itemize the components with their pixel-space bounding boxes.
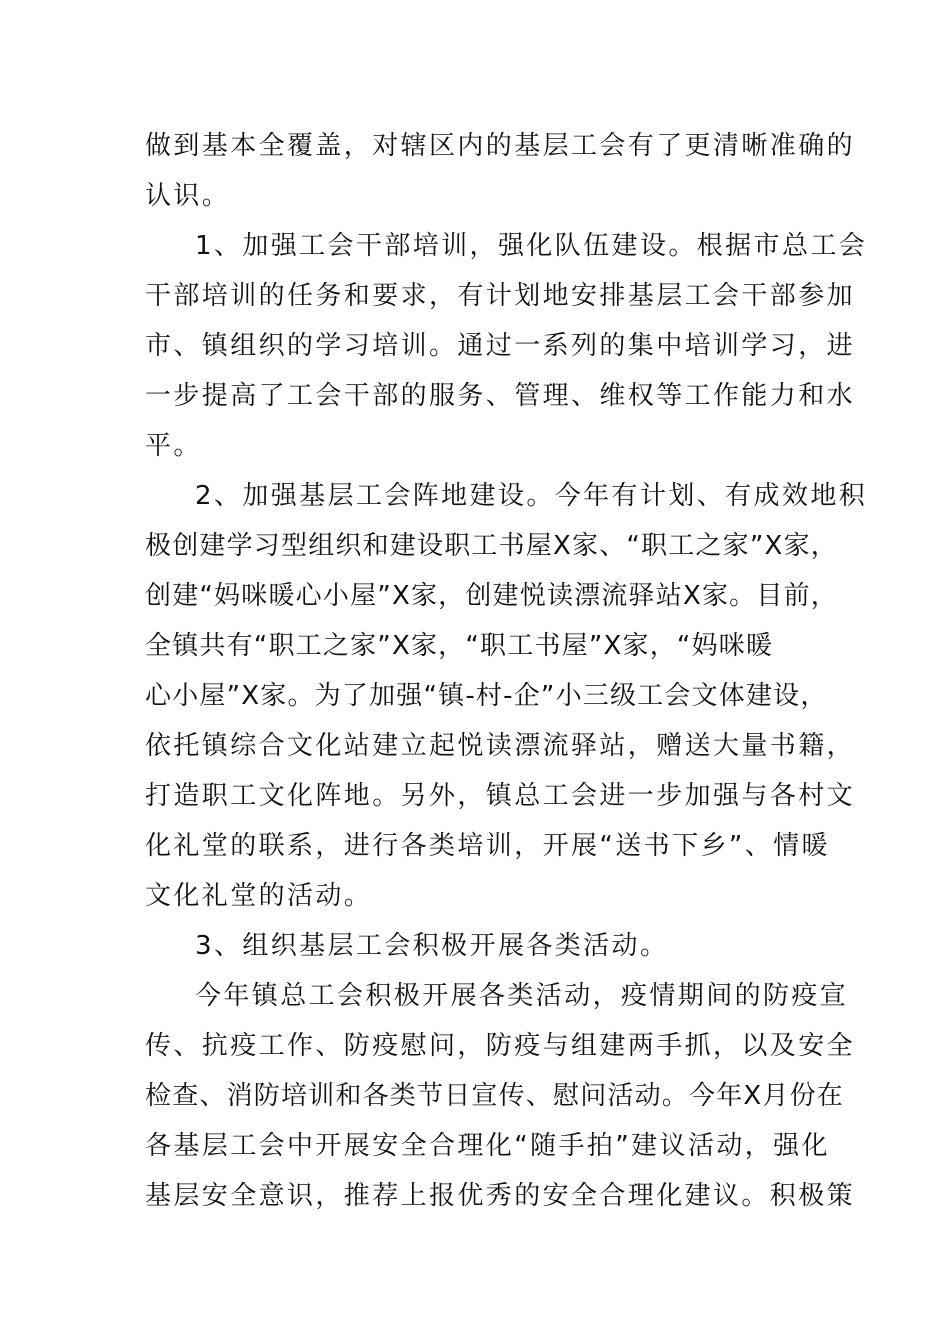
body-text-line: 干部培训的任务和要求，有计划地安排基层工会干部参加 bbox=[145, 281, 856, 311]
body-text-line: 基层安全意识，推荐上报优秀的安全合理化建议。积极策 bbox=[145, 1181, 856, 1211]
body-text-line: 依托镇综合文化站建立起悦读漂流驿站，赠送大量书籍， bbox=[145, 731, 856, 761]
body-text-line: 检查、消防培训和各类节日宣传、慰问活动。今年X月份在 bbox=[145, 1081, 845, 1111]
body-text-line: 各基层工会中开展安全合理化“随手拍”建议活动，强化 bbox=[145, 1131, 830, 1161]
body-text-line: 做到基本全覆盖，对辖区内的基层工会有了更清晰准确的 bbox=[145, 131, 856, 161]
section-heading-1: 1、加强工会干部培训，强化队伍建设。根据市总工会 bbox=[195, 231, 868, 261]
body-text-line: 传、抗疫工作、防疫慰问，防疫与组建两手抓，以及安全 bbox=[145, 1031, 856, 1061]
body-text-line: 心小屋”X家。为了加强“镇-村-企”小三级工会文体建设， bbox=[145, 681, 828, 711]
body-text-line: 极创建学习型组织和建设职工书屋X家、“职工之家”X家， bbox=[145, 531, 838, 561]
body-text-line: 文化礼堂的活动。 bbox=[145, 881, 373, 911]
body-text-line: 一步提高了工会干部的服务、管理、维权等工作能力和水 bbox=[145, 381, 856, 411]
body-text-line: 平。 bbox=[145, 431, 202, 461]
body-text-line: 创建“妈咪暖心小屋”X家，创建悦读漂流驿站X家。目前， bbox=[145, 581, 838, 611]
body-text-line: 打造职工文化阵地。另外，镇总工会进一步加强与各村文 bbox=[145, 781, 856, 811]
section-heading-3: 3、组织基层工会积极开展各类活动。 bbox=[195, 931, 669, 961]
body-text-line: 认识。 bbox=[145, 181, 231, 211]
body-text-line: 今年镇总工会积极开展各类活动，疫情期间的防疫宣 bbox=[195, 981, 849, 1011]
body-text-line: 市、镇组织的学习培训。通过一系列的集中培训学习，进 bbox=[145, 331, 856, 361]
section-heading-2: 2、加强基层工会阵地建设。今年有计划、有成效地积 bbox=[195, 481, 868, 511]
body-text-line: 全镇共有“职工之家”X家，“职工书屋”X家，“妈咪暖 bbox=[145, 631, 774, 661]
body-text-line: 化礼堂的联系，进行各类培训，开展“送书下乡”、情暖 bbox=[145, 831, 830, 861]
